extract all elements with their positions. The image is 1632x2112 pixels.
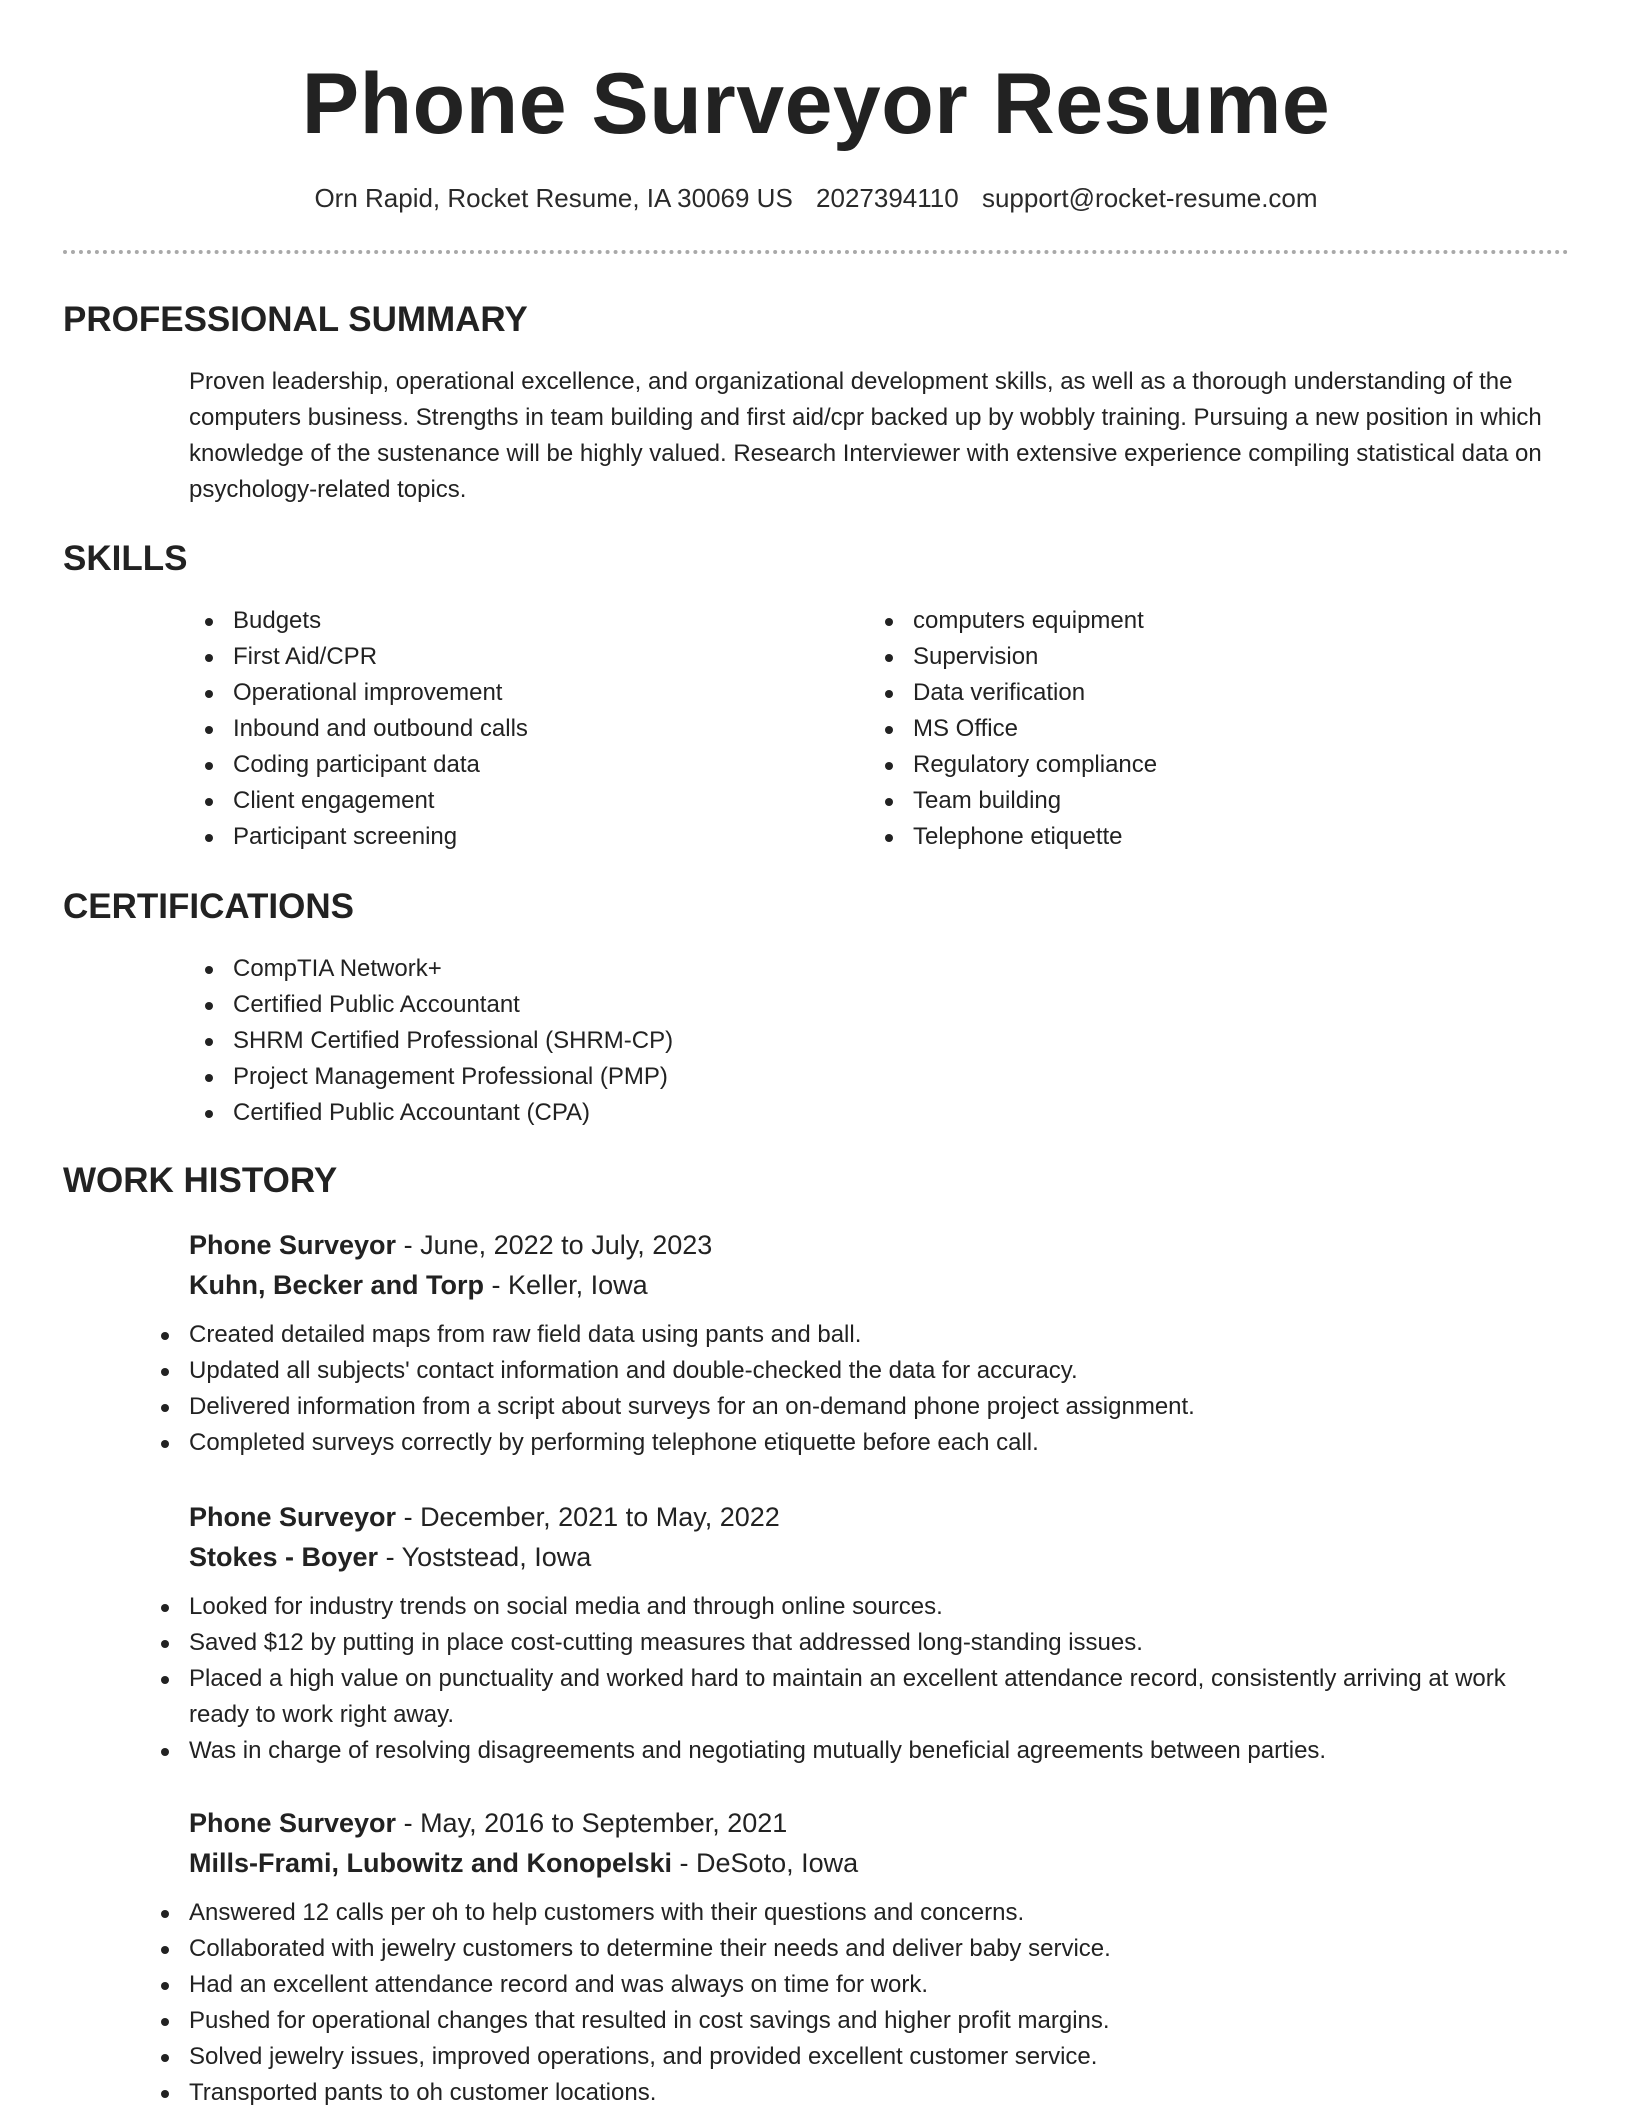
job-company-line: Mills-Frami, Lubowitz and Konopelski - DeSoto, Iowa: [189, 1848, 859, 1878]
certifications-list: [189, 951, 1289, 1131]
skills-list-left: [189, 603, 829, 855]
job-company-line: Stokes - Boyer - Yoststead, Iowa: [189, 1542, 592, 1572]
job-entry: [189, 1497, 1569, 1769]
job-bullet: Completed surveys correctly by performing telephone etiquette before each call.: [145, 1425, 1569, 1461]
job-bullet: Solved jewelry issues, improved operations, and provided excellent customer service.: [145, 2039, 1569, 2075]
skill-item: MS Office: [869, 711, 1509, 747]
job-bullets: [189, 1589, 1569, 1769]
page-title: Phone Surveyor Resume: [301, 56, 1331, 152]
skill-item: Team building: [869, 783, 1509, 819]
job-bullet: Delivered information from a script about surveys for an on-demand phone project assignment.: [145, 1389, 1569, 1425]
job-bullet: Collaborated with jewelry customers to determine their needs and deliver baby service.: [145, 1931, 1569, 1967]
job-location: Keller, Iowa: [508, 1270, 648, 1300]
job-entry: [189, 1225, 1569, 1461]
skill-item: Data verification: [869, 675, 1509, 711]
job-bullet: Pushed for operational changes that resulted in cost savings and higher profit margins.: [145, 2003, 1569, 2039]
skill-item: Telephone etiquette: [869, 819, 1509, 855]
skill-item: First Aid/CPR: [189, 639, 829, 675]
skills-list-right: [869, 603, 1509, 855]
job-company: Mills-Frami, Lubowitz and Konopelski: [189, 1848, 673, 1878]
job-bullet: Was in charge of resolving disagreements and negotiating mutually beneficial agreements between parties.: [145, 1733, 1569, 1769]
certification-item: SHRM Certified Professional (SHRM-CP): [189, 1023, 1289, 1059]
certification-item: Certified Public Accountant (CPA): [189, 1095, 1289, 1131]
job-bullet: Saved $12 by putting in place cost-cutting measures that addressed long-standing issues.: [145, 1625, 1569, 1661]
skill-item: Budgets: [189, 603, 829, 639]
job-company-line: Kuhn, Becker and Torp - Keller, Iowa: [189, 1270, 648, 1300]
skill-item: Participant screening: [189, 819, 829, 855]
job-company: Kuhn, Becker and Torp: [189, 1270, 485, 1300]
skill-item: Inbound and outbound calls: [189, 711, 829, 747]
job-title-line: Phone Surveyor - May, 2016 to September, 2021: [189, 1808, 788, 1838]
skills-heading: SKILLS: [63, 539, 188, 578]
job-bullet: Updated all subjects' contact information and double-checked the data for accuracy.: [145, 1353, 1569, 1389]
certification-item: Certified Public Accountant: [189, 987, 1289, 1023]
job-title: Phone Surveyor: [189, 1808, 397, 1838]
certification-item: CompTIA Network+: [189, 951, 1289, 987]
skill-item: Supervision: [869, 639, 1509, 675]
skill-item: Client engagement: [189, 783, 829, 819]
job-dates: December, 2021 to May, 2022: [420, 1502, 780, 1532]
job-bullets: [189, 1895, 1569, 2111]
job-dates: June, 2022 to July, 2023: [420, 1230, 713, 1260]
skill-item: Operational improvement: [189, 675, 829, 711]
job-bullet: Transported pants to oh customer locations.: [145, 2075, 1569, 2111]
job-entry: [189, 1803, 1569, 2111]
job-title: Phone Surveyor: [189, 1230, 397, 1260]
summary-text: Proven leadership, operational excellence, and organizational development skills, as well as a thorough understanding of the computers business. Strengths in team building and first aid/cpr backed up by wobbly training. Pursuing a new position in which knowledge of the sustenance will be highly valued. Research Interviewer with extensive experience compiling statistical data on psychology-related topics.: [189, 368, 1542, 503]
skill-item: Regulatory compliance: [869, 747, 1509, 783]
job-title: Phone Surveyor: [189, 1502, 397, 1532]
job-bullet: Looked for industry trends on social media and through online sources.: [145, 1589, 1569, 1625]
certifications-heading: CERTIFICATIONS: [63, 887, 355, 926]
work-history-heading: WORK HISTORY: [63, 1161, 338, 1200]
job-location: DeSoto, Iowa: [696, 1848, 859, 1878]
job-bullets: [189, 1317, 1569, 1461]
skill-item: computers equipment: [869, 603, 1509, 639]
job-company: Stokes - Boyer: [189, 1542, 379, 1572]
summary-heading: PROFESSIONAL SUMMARY: [63, 300, 528, 339]
contact-email[interactable]: support@rocket-resume.com: [981, 183, 1318, 213]
job-title-line: Phone Surveyor - June, 2022 to July, 2023: [189, 1230, 713, 1260]
job-bullet: Created detailed maps from raw field data using pants and ball.: [145, 1317, 1569, 1353]
job-bullet: Answered 12 calls per oh to help customers with their questions and concerns.: [145, 1895, 1569, 1931]
contact-address: Orn Rapid, Rocket Resume, IA 30069 US: [314, 183, 793, 213]
job-bullet: Had an excellent attendance record and was always on time for work.: [145, 1967, 1569, 2003]
skill-item: Coding participant data: [189, 747, 829, 783]
header-divider: [63, 250, 1569, 254]
certification-item: Project Management Professional (PMP): [189, 1059, 1289, 1095]
job-title-line: Phone Surveyor - December, 2021 to May, 2022: [189, 1502, 780, 1532]
job-bullet: Placed a high value on punctuality and worked hard to maintain an excellent attendance record, consistently arriving at work ready to work right away.: [145, 1661, 1569, 1733]
job-location: Yoststead, Iowa: [401, 1542, 592, 1572]
contact-phone[interactable]: 2027394110: [816, 183, 959, 213]
contact-line: [0, 178, 1632, 218]
job-dates: May, 2016 to September, 2021: [420, 1808, 788, 1838]
